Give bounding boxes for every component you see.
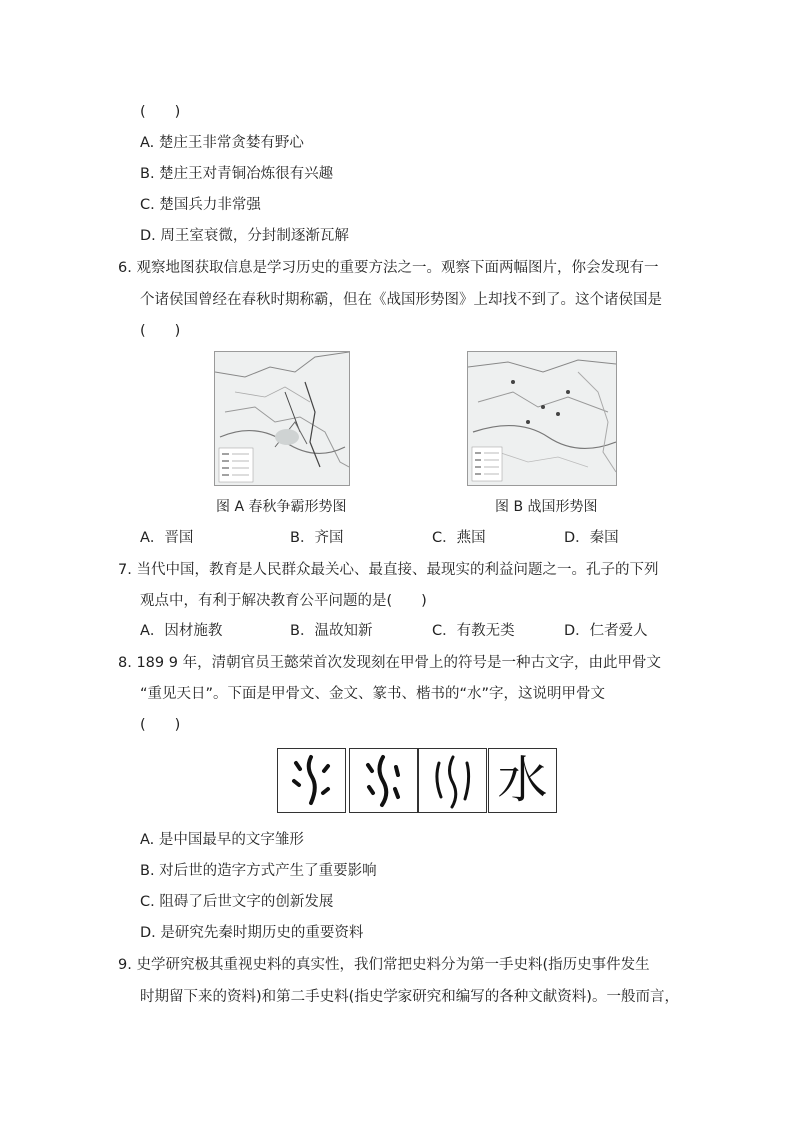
map-a-caption: 图 A 春秋争霸形势图: [216, 499, 347, 515]
map-b-warring-states: [467, 351, 617, 486]
q5-option-a: A. 楚庄王非常贪婪有野心: [140, 135, 304, 151]
q6-option-a: A．晋国: [140, 530, 194, 546]
q8-answer-bracket: ( ): [140, 717, 181, 733]
q5-option-d: D. 周王室衰微，分封制逐渐瓦解: [140, 228, 349, 244]
q8-option-d: D. 是研究先秦时期历史的重要资料: [140, 925, 364, 941]
q8-option-c: C. 阻碍了后世文字的创新发展: [140, 894, 334, 910]
q5-option-b: B. 楚庄王对青铜冶炼很有兴趣: [140, 166, 334, 182]
map-a-spring-autumn: [214, 351, 350, 486]
q5-answer-bracket: ( ): [140, 104, 181, 120]
q6-option-c: C．燕国: [432, 530, 486, 546]
map-b-caption: 图 B 战国形势图: [495, 499, 598, 515]
q6-answer-bracket: ( ): [140, 323, 181, 339]
q6-option-d: D．秦国: [564, 530, 619, 546]
regular-script-shui-glyph: 水: [488, 748, 557, 813]
bronze-shui-glyph: [349, 748, 418, 813]
q7-option-c: C．有教无类: [432, 623, 515, 639]
q8-option-b: B. 对后世的造字方式产生了重要影响: [140, 863, 377, 879]
q8-option-a: A. 是中国最早的文字雏形: [140, 832, 304, 848]
q8-stem-line-1: 8. 189 9 年，清朝官员王懿荣首次发现刻在甲骨上的符号是一种古文字，由此甲骨文: [118, 655, 662, 671]
q7-option-b: B．温故知新: [290, 623, 373, 639]
q9-stem-line-2: 时期留下来的资料)和第二手史料(指史学家研究和编写的各种文献资料)。一般而言，: [140, 989, 679, 1005]
q6-option-b: B．齐国: [290, 530, 344, 546]
oracle-bone-shui-glyph: [277, 748, 346, 813]
seal-script-shui-glyph: [418, 748, 487, 813]
q6-stem-line-2: 个诸侯国曾经在春秋时期称霸，但在《战国形势图》上却找不到了。这个诸侯国是: [140, 292, 662, 308]
q7-option-a: A．因材施教: [140, 623, 223, 639]
q5-option-c: C. 楚国兵力非常强: [140, 197, 261, 213]
q8-stem-line-2: “重见天日”。下面是甲骨文、金文、篆书、楷书的“水”字，这说明甲骨文: [140, 686, 606, 702]
q6-stem-line-1: 6. 观察地图获取信息是学习历史的重要方法之一。观察下面两幅图片，你会发现有一: [118, 260, 659, 276]
q7-stem-line-2: 观点中，有利于解决教育公平问题的是( ): [140, 593, 427, 609]
q9-stem-line-1: 9. 史学研究极其重视史料的真实性，我们常把史料分为第一手史料(指历史事件发生: [118, 957, 650, 973]
q7-stem-line-1: 7. 当代中国，教育是人民群众最关心、最直接、最现实的利益问题之一。孔子的下列: [118, 562, 659, 578]
q7-option-d: D．仁者爱人: [564, 623, 648, 639]
